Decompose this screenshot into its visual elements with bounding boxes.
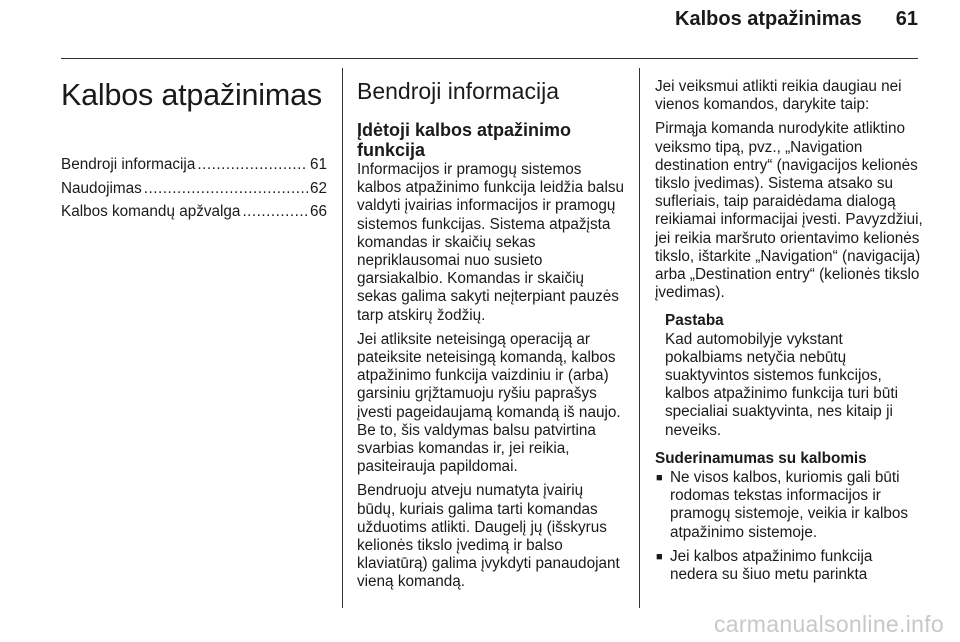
toc-entry-label: Bendroji informacija xyxy=(61,156,196,173)
toc-leader-dots xyxy=(144,180,308,198)
section-title: Bendroji informacija xyxy=(357,78,559,104)
square-bullet-icon: ■ xyxy=(656,472,663,485)
square-bullet-icon: ■ xyxy=(656,550,663,563)
bullet-text: Ne visos kalbos, kuriomis gali būti rodomas tekstas informacijos ir pramogų sistemoje, veikia ir kalbos atpažinimo sistemoje. xyxy=(670,469,909,541)
column-divider-1 xyxy=(342,68,343,608)
toc-entry-label: Naudojimas xyxy=(61,179,142,197)
body-paragraph: Jei veiksmui atlikti reikia daugiau nei vienos komandos, darykite taip: xyxy=(655,78,902,114)
toc-entry-page: 66 xyxy=(309,203,327,220)
body-paragraph: Jei atliksite neteisingą operaciją ar pateiksite neteisingą komandą, kalbos atpažinimo funkcija vaizdiniu ir (arba) garsiniu grįžtamuoju ryšiu paprašys įvesti pageidaujamą komandą iš naujo. Be to, šis valdymas balsu patvirtina svarbias komandas ir, jei reikia, pasiteirauja papildomai. xyxy=(357,330,621,476)
toc-entry-label: Kalbos komandų apžvalga xyxy=(61,203,241,220)
running-header xyxy=(0,8,918,31)
toc-leader-dots xyxy=(197,156,308,174)
body-paragraph: Informacijos ir pramogų sistemos kalbos atpažinimo funkcija leidžia balsu valdyti įvairias informacijos ir pramogų sistemos funkcijas. Sistema atpažįsta komandas ir skaičių sekas nepriklausomai nuo susieto garsiakalbio. Komandas ir skaičių sekas galima sakyti neįterpiant pauzės tarp atskirų žodžių. xyxy=(357,161,624,324)
page-number: 61 xyxy=(895,8,918,30)
bullet-item xyxy=(655,548,923,584)
body-paragraph: Pirmąja komanda nurodykite atliktino veiksmo tipą, pvz., „Navigation destination entry“ (navigacijos kelionės tikslo įvedimas). Sistema atsako su sufleriais, taip paraidėdama dialogą reikiamai informacijai įvesti. Pavyzdžiui, jei reikia maršruto orientavimo kelionės tikslo, ištarkite „Navigation“ (navigacija) arba „Destination entry“ (kelionės tikslo įvedimas). xyxy=(655,120,923,302)
column-continued xyxy=(655,68,923,590)
note-box xyxy=(665,312,923,439)
note-title: Pastaba xyxy=(665,312,724,330)
compatibility-heading: Suderinamumas su kalbomis xyxy=(655,449,867,467)
toc-entry-page: 61 xyxy=(309,156,327,173)
toc-leader-dots xyxy=(242,203,308,221)
toc-entry[interactable] xyxy=(61,180,327,200)
chapter-title: Kalbos atpažinimas xyxy=(61,78,322,112)
toc-entry-page: 62 xyxy=(309,179,327,197)
bullet-item xyxy=(655,469,923,542)
running-header-title: Kalbos atpažinimas xyxy=(675,8,862,30)
column-main xyxy=(357,68,625,598)
toc-entry[interactable] xyxy=(61,203,327,223)
subsection-title: Įdėtoji kalbos atpažinimo funkcija xyxy=(357,120,572,160)
header-rule xyxy=(61,58,918,59)
body-paragraph: Bendruoju atveju numatyta įvairių būdų, kuriais galima tarti komandas užduotims atlikti. Daugelį jų (išskyrus kelionės tikslo įvedimą ir balso klaviatūrą) galima įvykdyti panaudojant vieną komandą. xyxy=(357,482,620,591)
column-toc xyxy=(61,68,327,227)
watermark: carmanualsonline.info xyxy=(713,611,944,637)
note-body: Kad automobilyje vykstant pokalbiams netyčia nebūtų suaktyvintos sistemos funkcijos, kalbos atpažinimo funkcija turi būti specialiai suaktyvinta, nes kitaip ji neveiks. xyxy=(665,330,898,439)
column-divider-2 xyxy=(639,68,640,608)
toc-entry[interactable] xyxy=(61,156,327,176)
bullet-text: Jei kalbos atpažinimo funkcija nedera su šiuo metu parinkta xyxy=(670,547,873,584)
